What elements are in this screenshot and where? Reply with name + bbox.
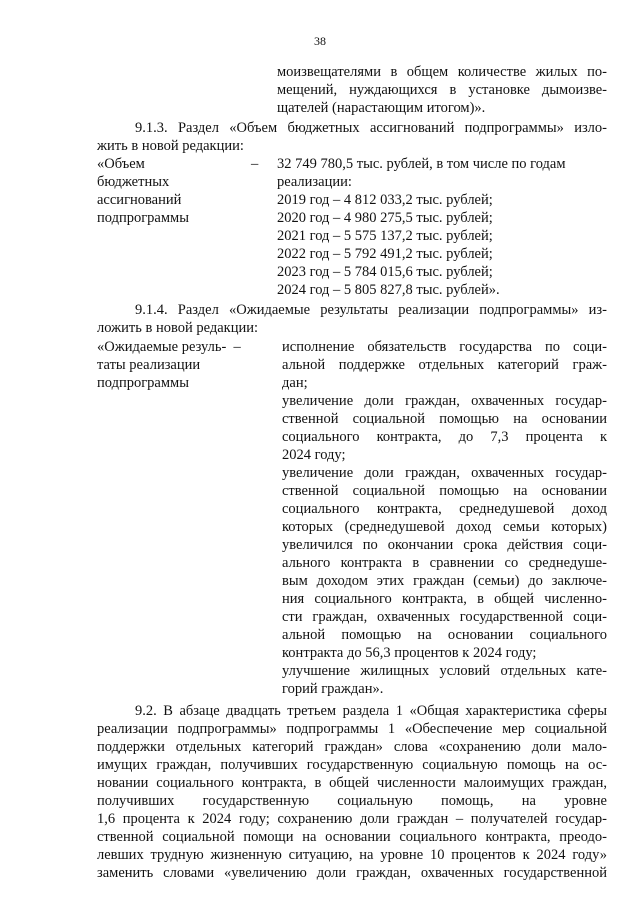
value-line: контракта до 56,3 процентов к 2024 году; [282, 645, 537, 661]
label-line: бюджетных [97, 174, 170, 190]
value-line: реализации: [277, 174, 352, 190]
value-line: ния социального контракта, в общей численно- [282, 591, 607, 607]
paragraph-line: реализации подпрограммы» подпрограммы 1 «Обеспечение мер социальной [97, 721, 607, 737]
label-dash: – [251, 156, 259, 172]
paragraph-line: 9.2. В абзаце двадцать третьем раздела 1 «Общая характеристика сферы [135, 703, 607, 719]
label-line: подпрограммы [97, 210, 189, 226]
value-line: горий граждан». [282, 681, 384, 697]
paragraph-line: имущих граждан, получивших государственную социальную помощь на ос- [97, 757, 607, 773]
label-line: таты реализации [97, 357, 201, 373]
text-line: щателей (нарастающим итогом)». [277, 100, 486, 116]
value-line: социального контракта, среднедушевой доход [282, 501, 607, 517]
paragraph-line: 1,6 процента к 2024 году; сохранению доли граждан – получателей государ- [97, 811, 607, 827]
label-line: «Ожидаемые резуль- – [97, 339, 241, 355]
value-line: ального контракта в сравнении со среднедуше- [282, 555, 607, 571]
label-line: подпрограммы [97, 375, 189, 391]
paragraph-line: поддержки отдельных категорий граждан» слова «сохранению доли мало- [97, 739, 607, 755]
paragraph-line: ложить в новой редакции: [97, 320, 259, 336]
value-line: ственной социальной помощью на основании [282, 483, 607, 499]
value-line: дан; [282, 375, 308, 391]
value-line: 2020 год – 4 980 275,5 тыс. рублей; [277, 210, 493, 226]
value-line: альной поддержке отдельных категорий граж- [282, 357, 607, 373]
value-line: увеличение доли граждан, охваченных государ- [282, 393, 607, 409]
value-line: 2022 год – 5 792 491,2 тыс. рублей; [277, 246, 493, 262]
value-line: исполнение обязательств государства по соци- [282, 339, 607, 355]
paragraph-line: левших трудную жизненную ситуацию, на уровне 10 процентов к 2024 году» [97, 847, 607, 863]
paragraph-line: жить в новой редакции: [97, 138, 244, 154]
value-line: вым доходом этих граждан (семьи) до заключе- [282, 573, 607, 589]
label-line: «Объем [97, 156, 145, 172]
text-line: моизвещателями в общем количестве жилых по- [277, 64, 607, 80]
value-line: 2024 году; [282, 447, 346, 463]
value-line: 2024 год – 5 805 827,8 тыс. рублей». [277, 282, 500, 298]
text-line: мещений, нуждающихся в установке дымоизве- [277, 82, 607, 98]
value-line: улучшение жилищных условий отдельных кате- [282, 663, 607, 679]
value-line: ственной социальной помощью на основании [282, 411, 607, 427]
value-line: социального контракта, до 7,3 процента к [282, 429, 607, 445]
paragraph-line: новании социального контракта, в общей численности малоимущих граждан, [97, 775, 607, 791]
paragraph-line: заменить словами «увеличению доли граждан, охваченных государственной [97, 865, 607, 881]
value-line: 2019 год – 4 812 033,2 тыс. рублей; [277, 192, 493, 208]
value-line: альной помощью на основании социального [282, 627, 607, 643]
value-line: увеличился по окончании срока действия соци- [282, 537, 607, 553]
paragraph-line: ственной социальной помощи на основании социального контракта, преодо- [97, 829, 607, 845]
value-line: которых (среднедушевой доход семьи которых) [282, 519, 607, 535]
value-line: увеличение доли граждан, охваченных государ- [282, 465, 607, 481]
value-line: 32 749 780,5 тыс. рублей, в том числе по годам [277, 156, 566, 172]
page-number: 38 [314, 34, 326, 48]
paragraph-line: получивших государственную социальную помощь, на уровне [97, 793, 607, 809]
value-line: 2021 год – 5 575 137,2 тыс. рублей; [277, 228, 493, 244]
value-line: сти граждан, охваченных государственной соци- [282, 609, 607, 625]
value-line: 2023 год – 5 784 015,6 тыс. рублей; [277, 264, 493, 280]
paragraph-line: 9.1.4. Раздел «Ожидаемые результаты реализации подпрограммы» из- [135, 302, 607, 318]
label-line: ассигнований [97, 192, 182, 208]
paragraph-line: 9.1.3. Раздел «Объем бюджетных ассигнований подпрограммы» изло- [135, 120, 607, 136]
